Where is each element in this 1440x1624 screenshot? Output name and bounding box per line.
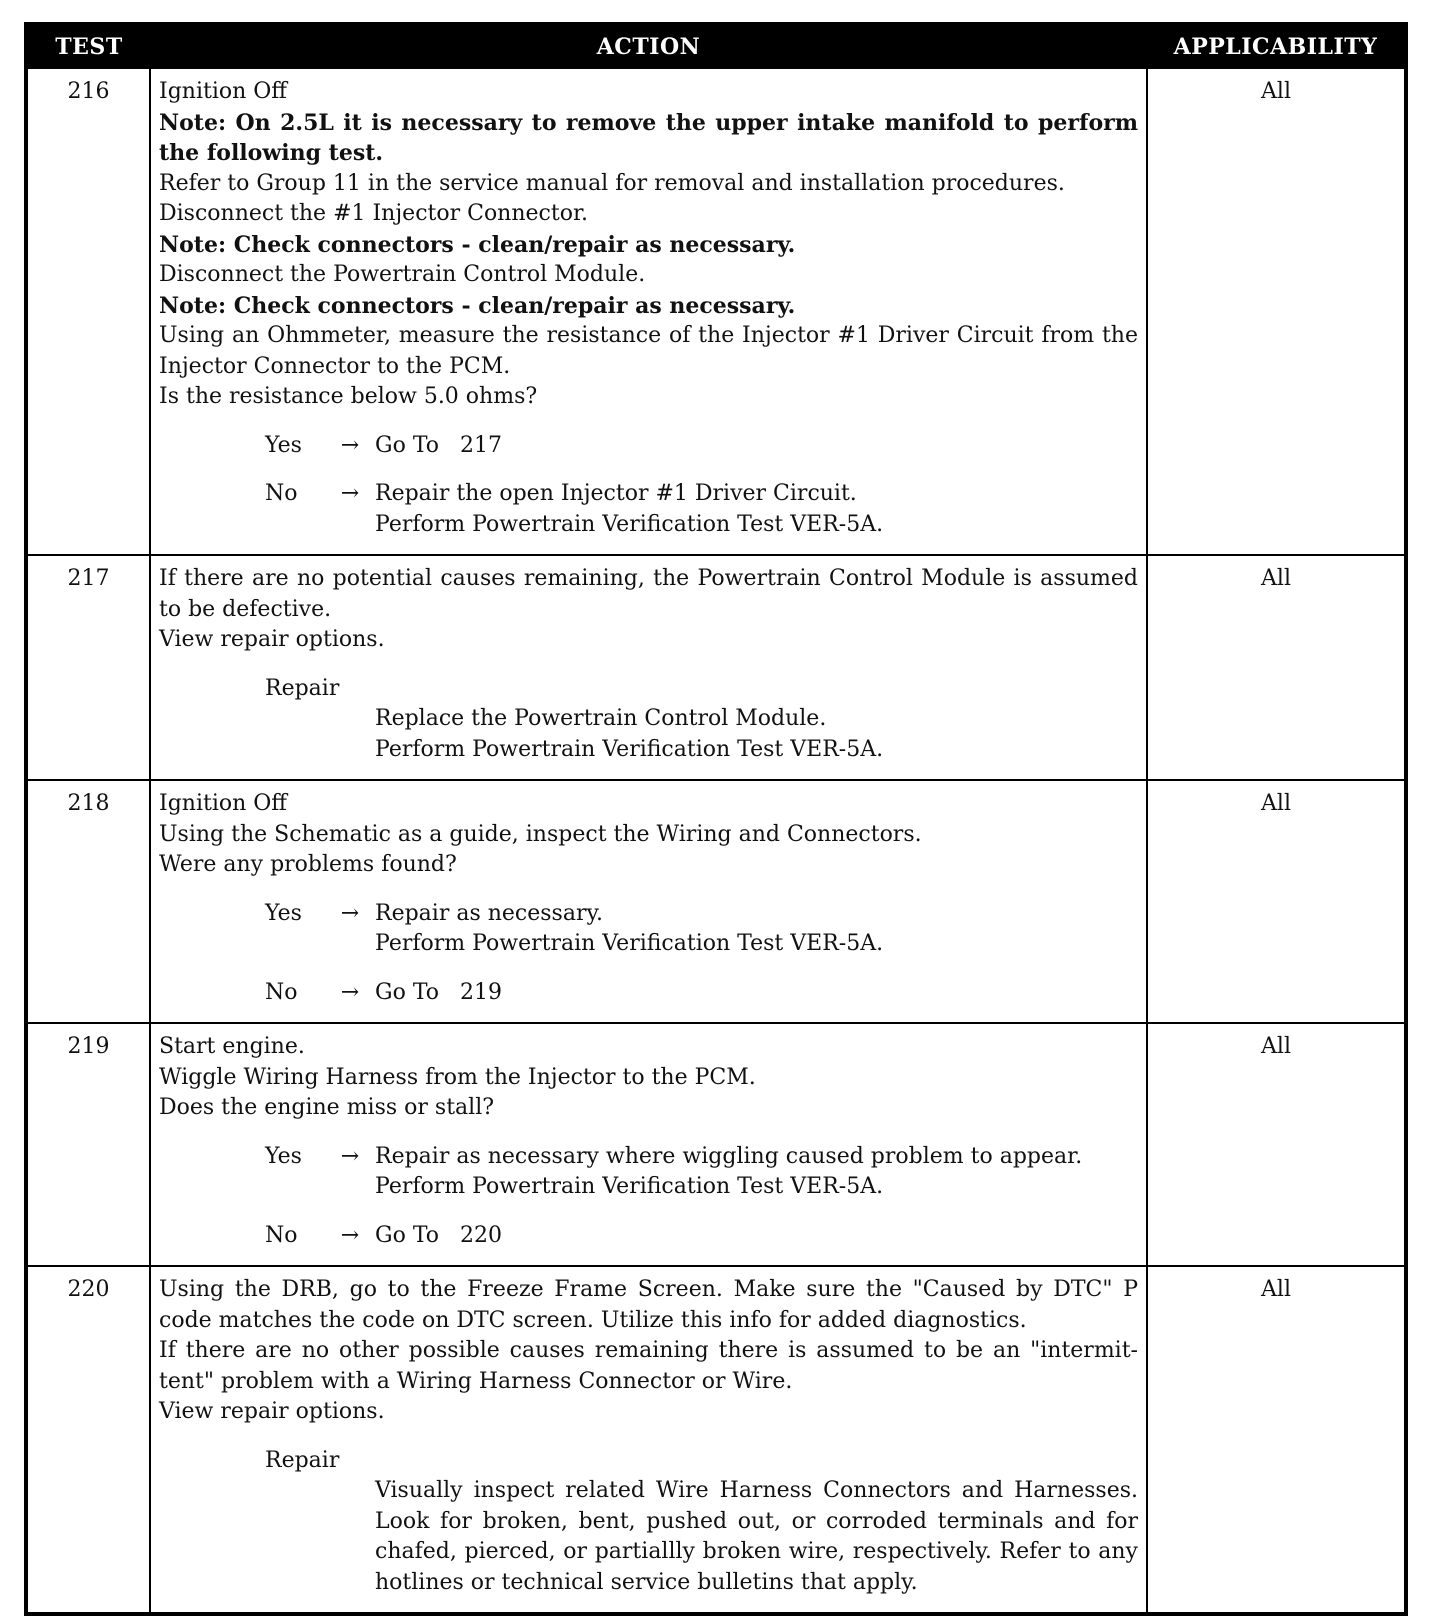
applicability: All [1147, 68, 1406, 555]
no-answer [159, 1221, 1138, 1252]
no-answer [159, 479, 1138, 540]
action-line: Ignition Off [159, 791, 287, 816]
arrow-icon: → [340, 979, 360, 1005]
yes-label: Yes [265, 1143, 302, 1169]
no-label: No [265, 979, 298, 1005]
repair-label: Repair [265, 1447, 340, 1473]
note-line: Note: Check connectors - clean/repair as necessary. [159, 292, 796, 319]
test-number: 218 [26, 780, 150, 1023]
yes-result [375, 899, 1138, 960]
arrow-icon: → [340, 432, 360, 458]
action-cell [150, 555, 1147, 780]
yes-label: Yes [265, 900, 302, 926]
result-line: Perform Powertrain Verification Test VER-5A. [375, 511, 884, 537]
table-row [26, 555, 1406, 780]
repair-step: Perform Powertrain Verification Test VER-5A. [375, 736, 884, 762]
diagnostic-table [24, 22, 1408, 1616]
table-row [26, 68, 1406, 555]
header-row [26, 24, 1406, 68]
action-line: Disconnect the #1 Injector Connector. [159, 201, 589, 226]
action-line: Start engine. [159, 1034, 305, 1059]
result-line: Repair as necessary where wiggling caused problem to appear. [375, 1143, 1083, 1169]
action-line: If there are no potential causes remaining, the Powertrain Control Module is assumed to be defective. [159, 566, 1138, 622]
result-line: Repair the open Injector #1 Driver Circuit. [375, 481, 857, 506]
repair-step: Replace the Powertrain Control Module. [375, 706, 827, 731]
question-line: Does the engine miss or stall? [159, 1095, 495, 1120]
header-action: ACTION [150, 24, 1147, 68]
applicability: All [1147, 780, 1406, 1023]
no-label: No [265, 1222, 298, 1248]
action-line: Wiggle Wiring Harness from the Injector to the PCM. [159, 1064, 756, 1090]
result-line: Repair as necessary. [375, 900, 603, 926]
result-line: Perform Powertrain Verification Test VER-5A. [375, 1174, 884, 1199]
action-line: Using an Ohmmeter, measure the resistance of the Injector #1 Driver Circuit from the Injector Connector to the PCM. [159, 323, 1138, 379]
repair-step: Visually inspect related Wire Harness Connectors and Harnesses. Look for broken, bent, pushed out, or corroded terminals and for chafed, pierced, or partiallly broken wire, respectively. Refer to any hotlines or technical service bulletins that apply. [375, 1478, 1138, 1595]
result-line: Go To 220 [375, 1222, 502, 1248]
yes-answer [159, 431, 1138, 462]
result-line: Go To 217 [375, 432, 502, 458]
applicability: All [1147, 1266, 1406, 1614]
repair-steps [375, 1476, 1138, 1598]
table-row [26, 780, 1406, 1023]
arrow-icon: → [340, 900, 360, 926]
action-cell [150, 780, 1147, 1023]
yes-label: Yes [265, 432, 302, 458]
no-result [375, 1221, 1138, 1252]
question-line: Were any problems found? [159, 852, 457, 877]
action-line: If there are no other possible causes remaining there is assumed to be an "intermit-tent" problem with a Wiring Harness Connector or Wire. [159, 1338, 1138, 1394]
test-number: 216 [26, 68, 150, 555]
table-row [26, 1266, 1406, 1614]
action-line: Using the DRB, go to the Freeze Frame Screen. Make sure the "Caused by DTC" P code matches the code on DTC screen. Utilize this info for added diagnostics. [159, 1277, 1138, 1333]
no-answer [159, 978, 1138, 1009]
action-line: Disconnect the Powertrain Control Module. [159, 262, 646, 287]
action-line: Refer to Group 11 in the service manual for removal and installation procedures. [159, 170, 1065, 196]
applicability: All [1147, 555, 1406, 780]
table-row [26, 1023, 1406, 1266]
header-test: TEST [26, 24, 150, 68]
note-line: Note: On 2.5L it is necessary to remove the upper intake manifold to perform the following test. [159, 109, 1138, 166]
action-cell [150, 68, 1147, 555]
action-cell [150, 1023, 1147, 1266]
test-number: 217 [26, 555, 150, 780]
applicability: All [1147, 1023, 1406, 1266]
no-result [375, 978, 1138, 1009]
action-cell [150, 1266, 1147, 1614]
arrow-icon: → [340, 1222, 360, 1248]
header-applicability: APPLICABILITY [1147, 24, 1406, 68]
yes-result [375, 1142, 1138, 1203]
no-result [375, 479, 1138, 540]
arrow-icon: → [340, 481, 360, 506]
arrow-icon: → [340, 1143, 360, 1169]
test-number: 220 [26, 1266, 150, 1614]
action-line: View repair options. [159, 1399, 385, 1424]
result-line: Go To 219 [375, 979, 502, 1005]
action-line: View repair options. [159, 627, 385, 652]
note-line: Note: Check connectors - clean/repair as necessary. [159, 231, 796, 258]
yes-answer [159, 899, 1138, 960]
repair-steps [375, 704, 1138, 765]
result-line: Perform Powertrain Verification Test VER-5A. [375, 931, 884, 956]
action-line: Ignition Off [159, 79, 287, 104]
yes-answer [159, 1142, 1138, 1203]
question-line: Is the resistance below 5.0 ohms? [159, 384, 538, 409]
test-number: 219 [26, 1023, 150, 1266]
action-line: Using the Schematic as a guide, inspect the Wiring and Connectors. [159, 821, 922, 847]
no-label: No [265, 481, 298, 506]
repair-label: Repair [265, 675, 340, 701]
yes-result [375, 431, 1138, 462]
